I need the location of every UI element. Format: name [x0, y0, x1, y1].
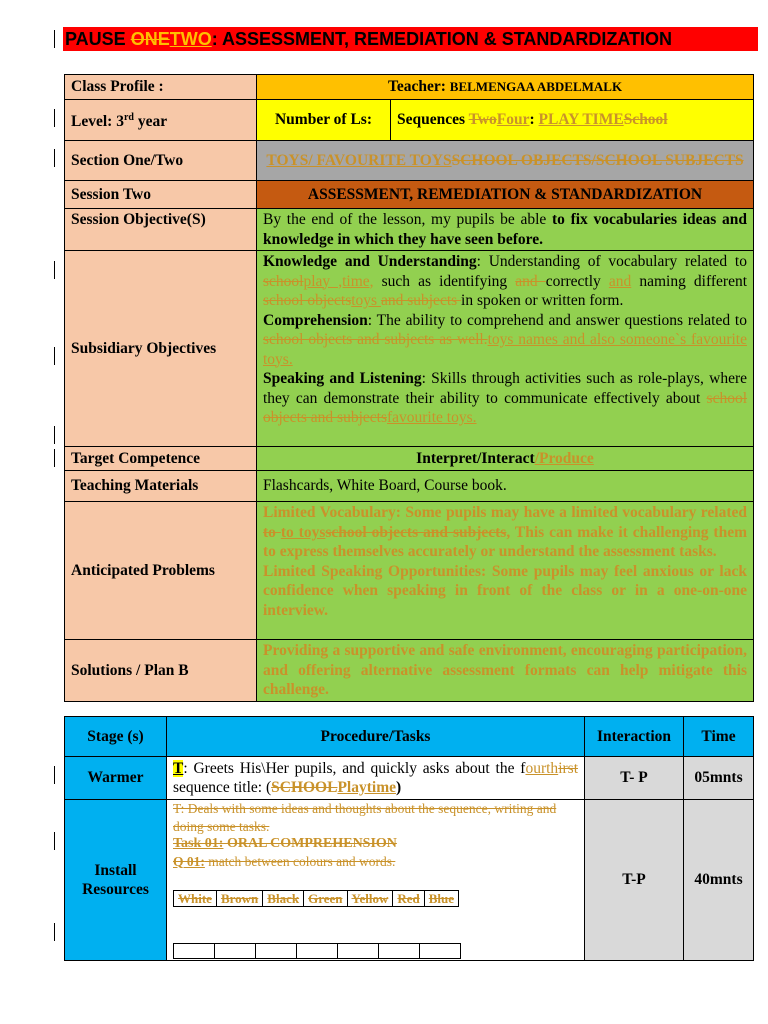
tasks-header: Procedure/Tasks [167, 717, 585, 757]
colour-word-cell: Brown [216, 891, 262, 907]
empty-cell [338, 944, 379, 959]
subsidiary-objectives: Knowledge and Understanding: Understanding of vocabulary related to schoolplay ,time, such as identifying and correctly and naming different school objectstoys and subjects in spoken or written form. Comprehension: The ability to comprehend and answer questions related to school objects and subjects as well.toys names and also someone`s favourite toys. Speaking and Listening: Skills through activities such as role-plays, where they can demonstrate their ability to communicate effectively about school objects and subjectsfavourite toys. [257, 251, 754, 447]
colour-word-cell: Red [393, 891, 424, 907]
empty-cell [256, 944, 297, 959]
problems-label: Anticipated Problems [65, 502, 257, 640]
change-bar [54, 766, 55, 784]
solutions-label: Solutions / Plan B [65, 640, 257, 702]
colour-word-cell: White [174, 891, 217, 907]
change-bar [54, 30, 55, 48]
procedure-table [64, 716, 754, 961]
empty-cell [379, 944, 420, 959]
colours-table [173, 890, 459, 907]
task-heading: Task 01: ORAL COMPREHENSION [173, 836, 397, 851]
change-bar [54, 449, 55, 467]
session-value: ASSESSMENT, REMEDIATION & STANDARDIZATION [257, 181, 754, 209]
interaction-header: Interaction [585, 717, 684, 757]
solutions-text: Providing a supportive and safe environment, encouraging participation, and offering alternative assessment formats can help mitigate this challenge. [257, 640, 754, 702]
objective-text: By the end of the lesson, my pupils be able to fix vocabularies ideas and knowledge in which they have seen before. [257, 209, 754, 251]
change-bar [54, 923, 55, 941]
problems-text: Limited Vocabulary: Some pupils may have a limited vocabulary related to to toysschool objects and subjects, This can make it challenging them to express themselves accurately or understand the assessment tasks. Limited Speaking Opportunities: Some pupils may feel anxious or lack confidence when speaking in front of the class or in a one-on-one interview. [257, 502, 754, 640]
target-value: Interpret/Interact/Produce [257, 447, 754, 471]
change-bar [54, 149, 55, 167]
lesson-profile-table [64, 74, 754, 702]
install-task [167, 800, 585, 961]
empty-cell [215, 944, 256, 959]
stage-header: Stage (s) [65, 717, 167, 757]
empty-cell [420, 944, 461, 959]
teacher-cell: Teacher: BELMENGAA ABDELMALK [257, 75, 754, 100]
warmer-stage: Warmer [65, 757, 167, 800]
colour-word-cell: Yellow [347, 891, 393, 907]
install-interaction: T-P [585, 800, 684, 961]
objective-label: Session Objective(S) [65, 209, 257, 251]
install-time: 40mnts [684, 800, 754, 961]
matching-table [173, 943, 461, 959]
teacher-name: BELMENGAA ABDELMALK [449, 79, 623, 95]
warmer-task: T: Greets His\Her pupils, and quickly asks about the fourthirst sequence title: (SCHOOLPlaytime) [167, 757, 585, 800]
colour-word-cell: Black [263, 891, 304, 907]
colour-word-cell: Blue [424, 891, 458, 907]
change-bar [54, 261, 55, 279]
colour-word-cell: Green [304, 891, 347, 907]
session-label: Session Two [65, 181, 257, 209]
deleted-instruction: T: Deals with some ideas and thoughts about the sequence, writing and doing some tasks. [173, 801, 557, 834]
empty-cell [174, 944, 215, 959]
warmer-interaction: T- P [585, 757, 684, 800]
section-value: TOYS/ FAVOURITE TOYSSCHOOL OBJECTS/SCHOOL SUBJECTS [257, 141, 754, 181]
target-label: Target Competence [65, 447, 257, 471]
sequences-cell: Sequences TwoFour: PLAY TIMESchool [391, 100, 754, 141]
materials-label: Teaching Materials [65, 471, 257, 502]
change-bar [54, 426, 55, 444]
deleted-text: ONE [130, 29, 170, 49]
warmer-time: 05mnts [684, 757, 754, 800]
install-stage: Install Resources [65, 800, 167, 961]
subsidiary-label: Subsidiary Objectives [65, 251, 257, 447]
empty-cell [297, 944, 338, 959]
time-header: Time [684, 717, 754, 757]
change-bar [54, 347, 55, 365]
question-line: Q 01: match between colours and words. [173, 853, 396, 869]
number-of-ls: Number of Ls: [257, 100, 391, 141]
inserted-text: TWO [169, 29, 212, 49]
change-bar [54, 109, 55, 127]
page-title: PAUSE ONETWO: ASSESSMENT, REMEDIATION & STANDARDIZATION [63, 27, 758, 51]
class-profile-label: Class Profile : [65, 75, 257, 100]
materials-value: Flashcards, White Board, Course book. [257, 471, 754, 502]
change-bar [54, 832, 55, 850]
level-label: Level: 3rd year [65, 100, 257, 141]
section-label: Section One/Two [65, 141, 257, 181]
